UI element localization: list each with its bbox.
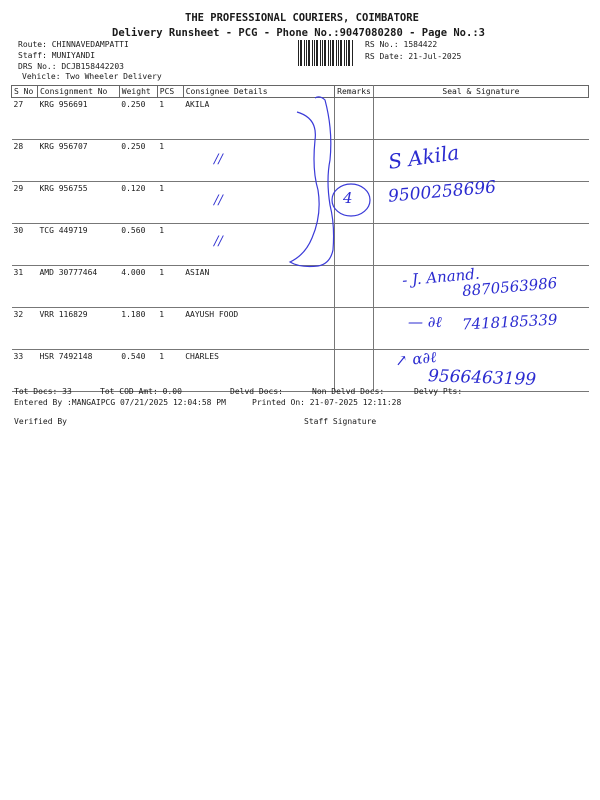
route-label: Route: CHINNAVEDAMPATTI <box>18 40 129 49</box>
cell-consignee: AAYUSH FOOD <box>183 308 334 350</box>
cell-consignment: KRG 956691 <box>37 98 119 140</box>
staff-signature-label: Staff Signature <box>304 417 377 426</box>
cell-consignee: ASIAN <box>183 266 334 308</box>
cell-sno: 28 <box>12 140 38 182</box>
ditto-mark: // <box>214 152 223 167</box>
col-sno: S No <box>12 86 38 98</box>
vehicle-label: Vehicle: Two Wheeler Delivery <box>22 72 162 81</box>
handwritten-phone: 9500258696 <box>387 177 497 207</box>
cell-sno: 32 <box>12 308 38 350</box>
cell-pcs: 1 <box>157 224 183 266</box>
tot-cod-amt: Tot COD Amt: 0.00 <box>100 387 182 396</box>
cell-weight: 0.250 <box>119 140 157 182</box>
cell-consignment: KRG 956707 <box>37 140 119 182</box>
handwritten-phone: 9566463199 <box>427 366 537 390</box>
cell-weight: 0.250 <box>119 98 157 140</box>
circled-count: 4 <box>343 189 353 207</box>
cell-sno: 30 <box>12 224 38 266</box>
handwritten-phone: 8870563986 <box>461 273 559 301</box>
handwritten-phone: 7418185339 <box>461 310 558 334</box>
cell-sno: 33 <box>12 350 38 392</box>
signature-scribble: ↗ ɑ∂ℓ <box>394 347 438 371</box>
drs-label: DRS No.: DCJB158442203 <box>18 62 124 71</box>
delvy-pts: Delvy Pts: <box>414 387 463 396</box>
cell-consignment: TCG 449719 <box>37 224 119 266</box>
col-signature: Seal & Signature <box>373 86 588 98</box>
cell-pcs: 1 <box>157 182 183 224</box>
cell-weight: 0.560 <box>119 224 157 266</box>
verified-by: Verified By <box>14 417 67 426</box>
non-delvd-docs: Non Delvd Docs: <box>312 387 385 396</box>
rs-date-label: RS Date: 21-Jul-2025 <box>365 52 462 61</box>
col-consignment: Consignment No <box>37 86 119 98</box>
signature-akila: S Akila <box>386 140 461 174</box>
cell-pcs: 1 <box>157 350 183 392</box>
bracket-stroke <box>290 97 334 267</box>
entered-by: Entered By :MANGAIPCG 07/21/2025 12:04:58 PM <box>14 398 226 407</box>
signature-anand: - J. Anand. <box>401 264 481 290</box>
cell-weight: 0.540 <box>119 350 157 392</box>
staff-label: Staff: MUNIYANDI <box>18 51 96 60</box>
cell-consignment: VRR 116829 <box>37 308 119 350</box>
col-remarks: Remarks <box>335 86 374 98</box>
col-pcs: PCS <box>157 86 183 98</box>
ditto-mark: // <box>214 193 223 208</box>
tot-docs: Tot Docs: 33 <box>14 387 72 396</box>
cell-consignee: CHARLES <box>183 350 334 392</box>
cell-sno: 29 <box>12 182 38 224</box>
cell-sno: 31 <box>12 266 38 308</box>
ditto-mark: // <box>214 234 223 249</box>
cell-pcs: 1 <box>157 98 183 140</box>
col-weight: Weight <box>119 86 157 98</box>
col-consignee: Consignee Details <box>183 86 334 98</box>
printed-on: Printed On: 21-07-2025 12:11:28 <box>252 398 402 407</box>
cell-weight: 4.000 <box>119 266 157 308</box>
cell-consignee: AKILA <box>183 98 334 140</box>
cell-pcs: 1 <box>157 140 183 182</box>
company-title: THE PROFESSIONAL COURIERS, COIMBATORE <box>185 12 419 24</box>
cell-weight: 0.120 <box>119 182 157 224</box>
delvd-docs: Delvd Docs: <box>230 387 283 396</box>
cell-consignment: AMD 30777464 <box>37 266 119 308</box>
cell-consignment: KRG 956755 <box>37 182 119 224</box>
cell-sno: 27 <box>12 98 38 140</box>
cell-pcs: 1 <box>157 308 183 350</box>
cell-pcs: 1 <box>157 266 183 308</box>
cell-weight: 1.180 <box>119 308 157 350</box>
runsheet-subtitle: Delivery Runsheet - PCG - Phone No.:9047080280 - Page No.:3 <box>112 27 485 39</box>
rs-no-label: RS No.: 1584422 <box>365 40 438 49</box>
cell-consignment: HSR 7492148 <box>37 350 119 392</box>
signature-scribble: — ∂ℓ <box>408 313 442 331</box>
